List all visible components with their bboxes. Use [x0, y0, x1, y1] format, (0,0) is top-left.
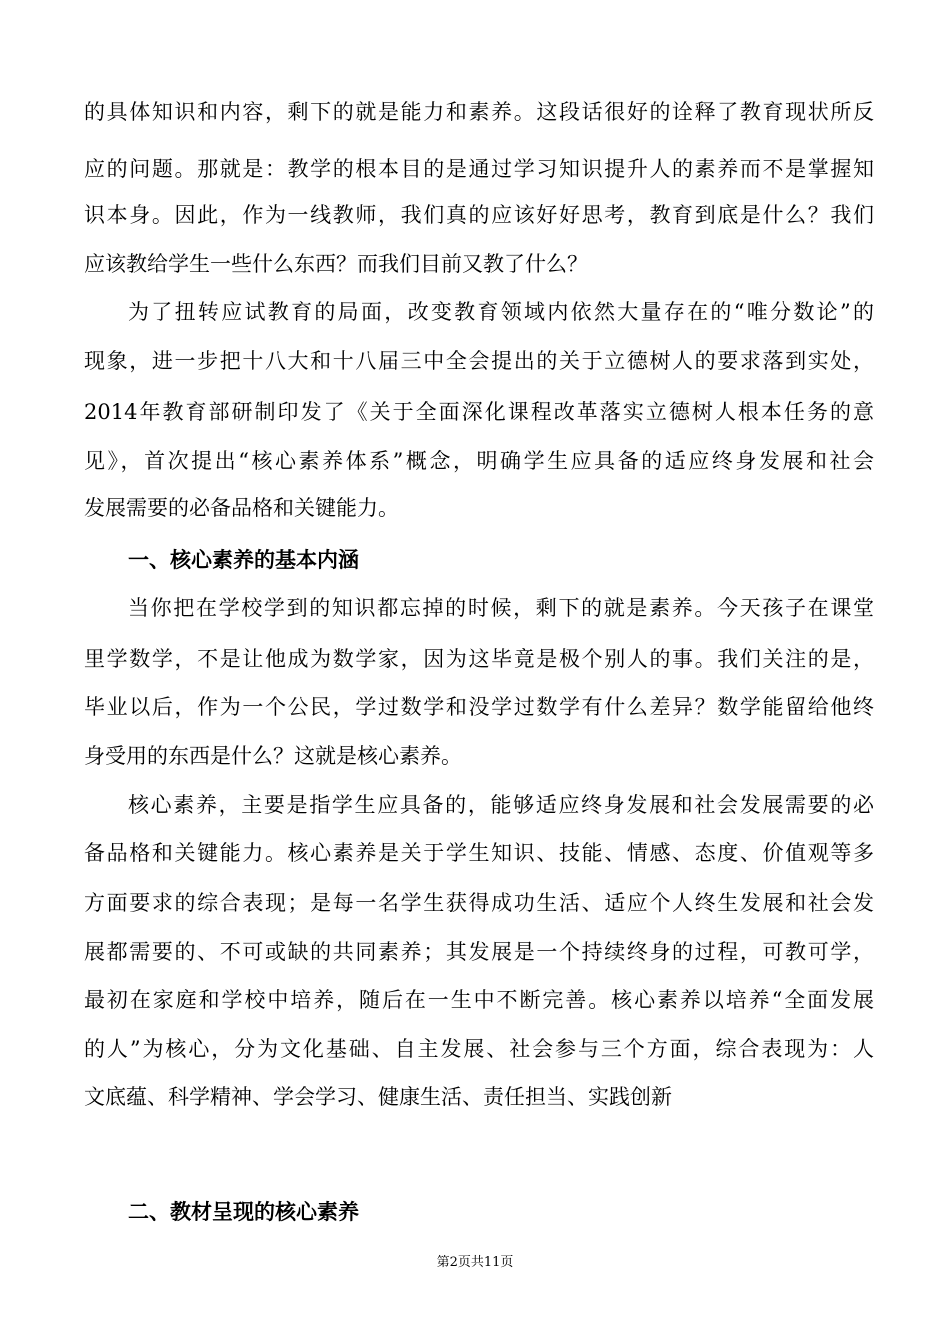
paragraph-line: 的具体知识和内容，剩下的就是能力和素养。这段话很好的诠释了教育现状所反: [84, 100, 874, 124]
paragraph-line: 现象，进一步把十八大和十八届三中全会提出的关于立德树人的要求落到实处，: [84, 349, 874, 373]
paragraph-line: 发展需要的必备品格和关键能力。: [84, 496, 399, 520]
paragraph-line: 身受用的东西是什么？这就是核心素养。: [84, 744, 462, 768]
paragraph-line: 2014年教育部研制印发了《关于全面深化课程改革落实立德树人根本任务的意: [84, 400, 874, 424]
paragraph-line: 备品格和关键能力。核心素养是关于学生知识、技能、情感、态度、价值观等多: [84, 841, 874, 865]
paragraph-line: 核心素养，主要是指学生应具备的，能够适应终身发展和社会发展需要的必: [128, 793, 874, 817]
paragraph-line: 文底蕴、科学精神、学会学习、健康生活、责任担当、实践创新: [84, 1085, 672, 1109]
paragraph-line: 展都需要的、不可或缺的共同素养；其发展是一个持续终身的过程，可教可学，: [84, 940, 874, 964]
paragraph-line: 见》，首次提出“核心素养体系”概念，明确学生应具备的适应终身发展和社会: [84, 449, 874, 473]
paragraph-line: 应的问题。那就是：教学的根本目的是通过学习知识提升人的素养而不是掌握知: [84, 157, 874, 181]
section-heading: 一、核心素养的基本内涵: [128, 548, 359, 572]
page-number-footer: 第2页共11页: [436, 1255, 514, 1270]
paragraph-line: 毕业以后，作为一个公民，学过数学和没学过数学有什么差异？数学能留给他终: [84, 695, 874, 719]
section-heading: 二、教材呈现的核心素养: [128, 1200, 359, 1224]
paragraph-line: 识本身。因此，作为一线教师，我们真的应该好好思考，教育到底是什么？我们: [84, 203, 874, 227]
paragraph-line: 方面要求的综合表现；是每一名学生获得成功生活、适应个人终生发展和社会发: [84, 891, 874, 915]
paragraph-line: 为了扭转应试教育的局面，改变教育领域内依然大量存在的“唯分数论”的: [128, 300, 874, 324]
paragraph-line: 当你把在学校学到的知识都忘掉的时候，剩下的就是素养。今天孩子在课堂: [128, 596, 874, 620]
paragraph-line: 最初在家庭和学校中培养，随后在一生中不断完善。核心素养以培养“全面发展: [84, 988, 874, 1012]
paragraph-line: 的人”为核心，分为文化基础、自主发展、社会参与三个方面，综合表现为：人: [84, 1037, 874, 1061]
paragraph-line: 应该教给学生一些什么东西？而我们目前又教了什么？: [84, 252, 588, 276]
paragraph-line: 里学数学，不是让他成为数学家，因为这毕竟是极个别人的事。我们关注的是，: [84, 647, 874, 671]
